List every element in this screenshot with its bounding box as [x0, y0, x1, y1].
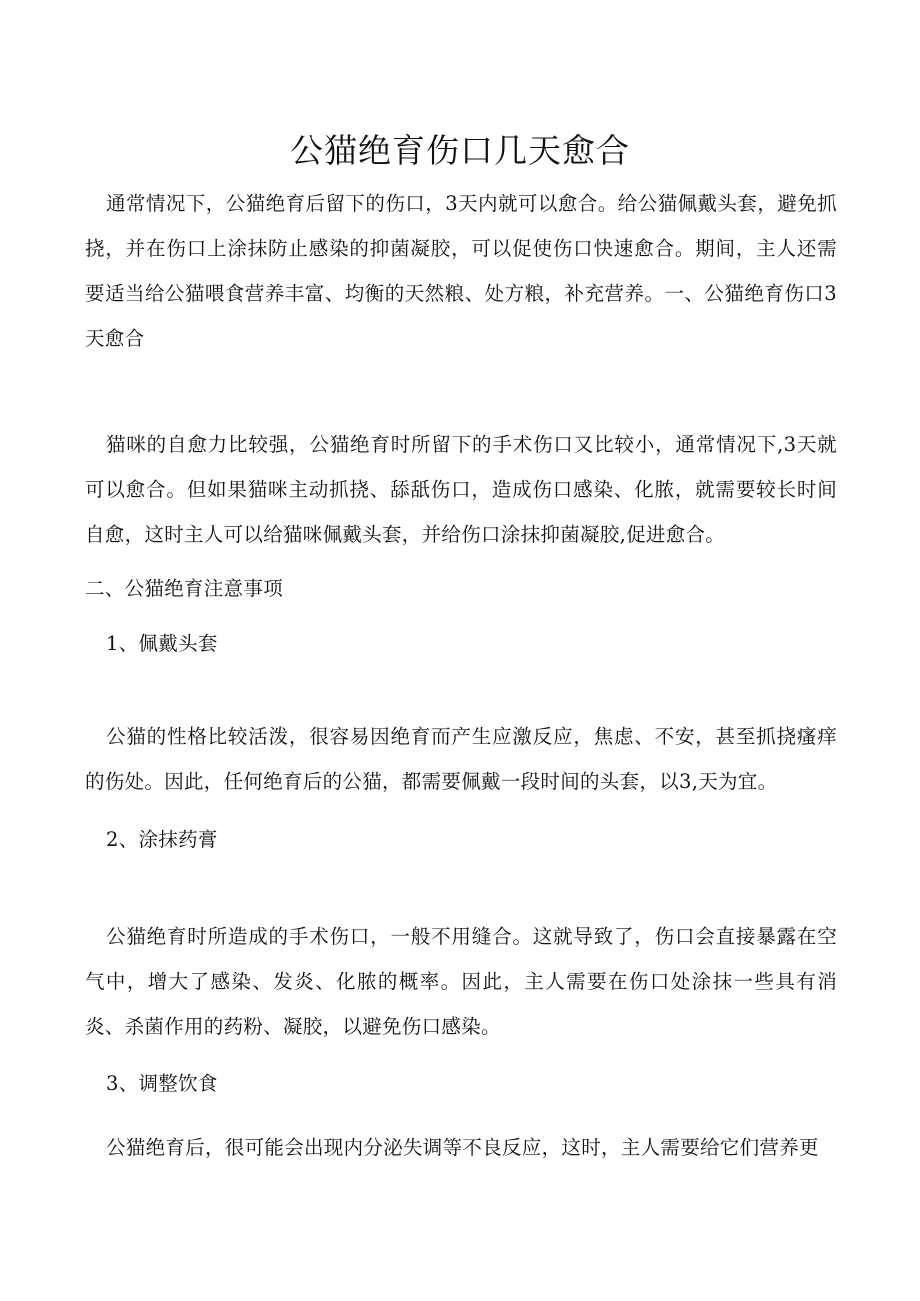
paragraph-adjust-diet: 公猫绝育后，很可能会出现内分泌失调等不良反应，这时，主人需要给它们营养更 — [106, 1136, 819, 1159]
section-heading-precautions: 二、公猫绝育注意事项 — [85, 577, 284, 600]
subheading-apply-ointment: 2、涂抹药膏 — [106, 828, 218, 851]
paragraph-apply-ointment: 公猫绝育时所造成的手术伤口，一般不用缝合。这就导致了，伤口会直接暴露在空气中，增大了感染、发炎、化脓的概率。因此，主人需要在伤口处涂抹一些具有消炎、杀菌作用的药粉、凝胶，以避免伤口感染。 — [85, 925, 837, 1038]
paragraph-healing: 猫咪的自愈力比较强，公猫绝育时所留下的手术伤口又比较小，通常情况下,3天就可以愈合。但如果猫咪主动抓挠、舔舐伤口，造成伤口感染、化脓，就需要较长时间自愈，这时主人可以给猫咪佩戴头套，并给伤口涂抹抑菌凝胶,促进愈合。 — [85, 433, 837, 546]
document-title: 公猫绝育伤口几天愈合 — [290, 131, 630, 170]
subheading-wear-cone: 1、佩戴头套 — [106, 632, 218, 655]
subheading-adjust-diet: 3、调整饮食 — [106, 1072, 218, 1095]
paragraph-wear-cone: 公猫的性格比较活泼，很容易因绝育而产生应激反应，焦虑、不安，甚至抓挠瘙痒的伤处。因此，任何绝育后的公猫，都需要佩戴一段时间的头套，以3,天为宜。 — [85, 725, 837, 793]
paragraph-intro: 通常情况下，公猫绝育后留下的伤口，3天内就可以愈合。给公猫佩戴头套，避免抓挠，并在伤口上涂抹防止感染的抑菌凝胶，可以促使伤口快速愈合。期间，主人还需要适当给公猫喂食营养丰富、均衡的天然粮、处方粮，补充营养。一、公猫绝育伤口3天愈合 — [85, 192, 837, 350]
